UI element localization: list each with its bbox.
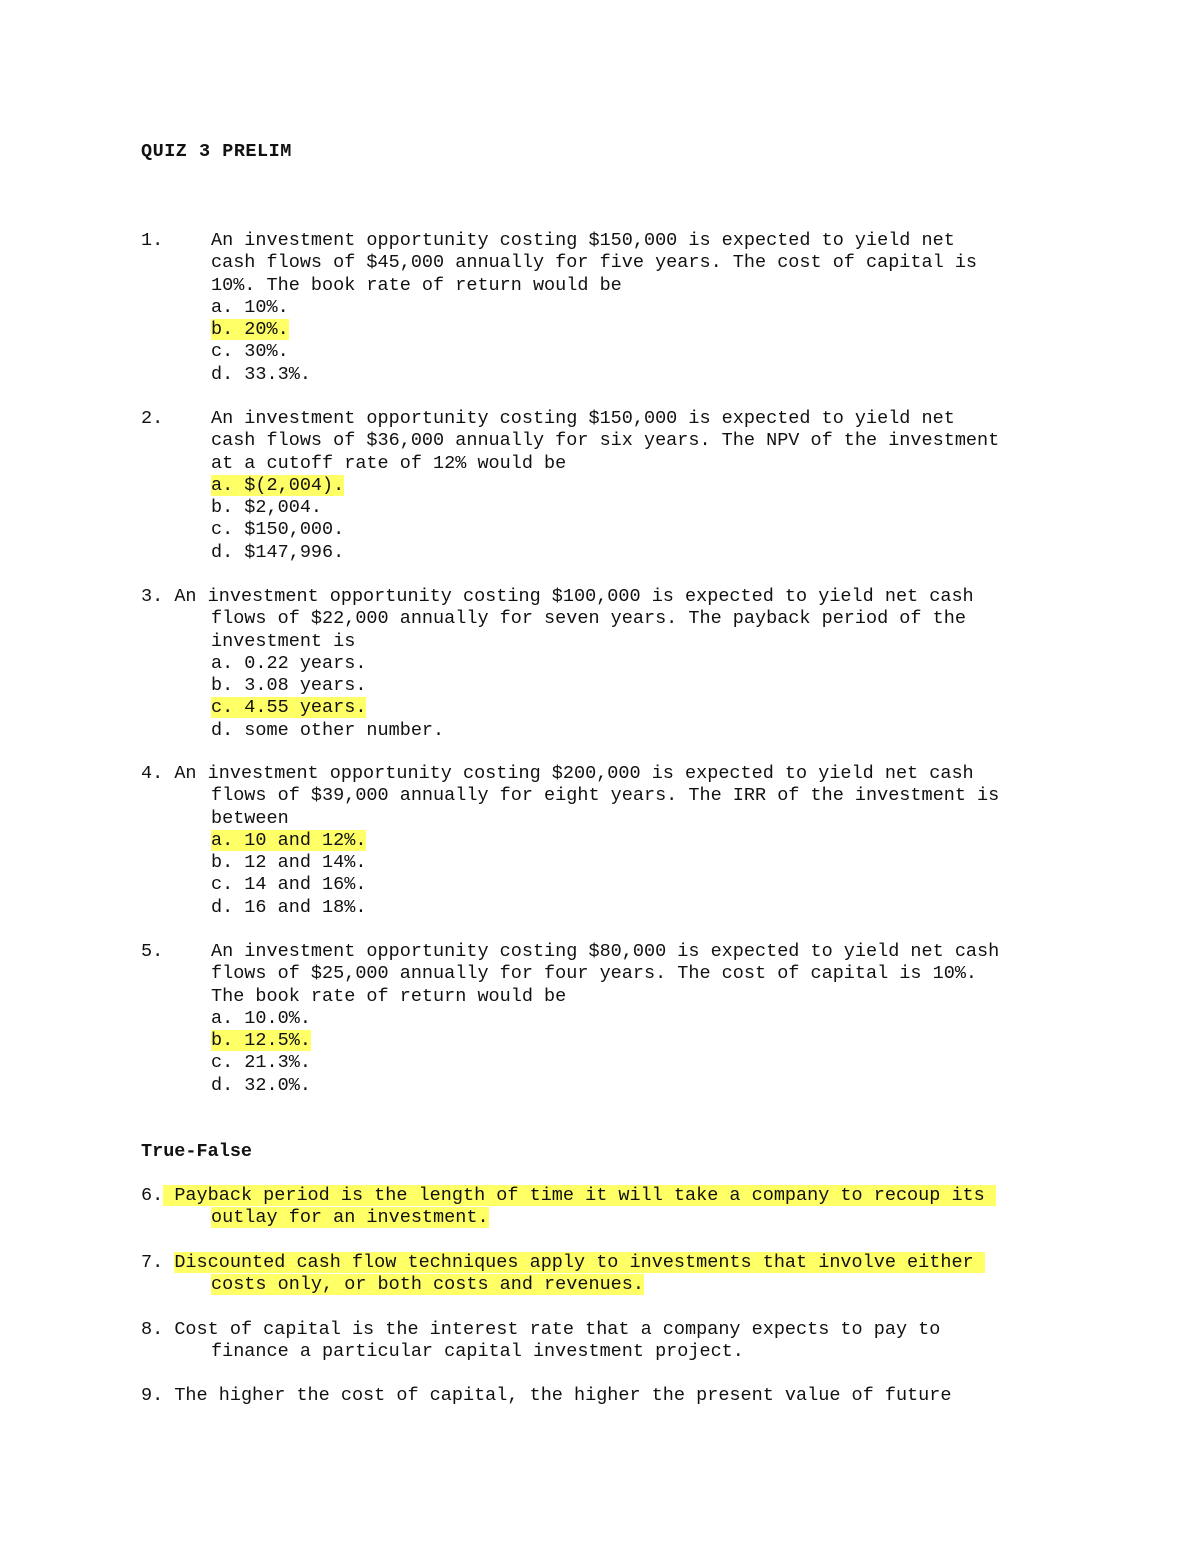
- question-text-line: cash flows of $45,000 annually for five years. The cost of capital is: [211, 252, 978, 274]
- question-5: [141, 941, 1071, 1097]
- statement-text-line: The higher the cost of capital, the higher the present value of future: [174, 1385, 952, 1406]
- question-text-line: investment is: [211, 630, 356, 652]
- choice-c: c. 14 and 16%.: [211, 874, 367, 896]
- question-number: 3.: [141, 586, 164, 607]
- choice-d: d. 16 and 18%.: [211, 896, 367, 918]
- statement-number: 9.: [141, 1385, 164, 1406]
- question-3: [141, 586, 1071, 742]
- question-text-line: An investment opportunity costing $150,000 is expected to yield net: [211, 230, 955, 251]
- question-text-line: An investment opportunity costing $100,000 is expected to yield net cash: [174, 586, 974, 607]
- question-4: [141, 763, 1071, 919]
- quiz-title: QUIZ 3 PRELIM: [141, 141, 292, 162]
- question-number: 2.: [141, 408, 164, 429]
- question-text-line: An investment opportunity costing $200,000 is expected to yield net cash: [174, 763, 974, 784]
- question-number: 5.: [141, 941, 164, 962]
- choice-a: a. 10.0%.: [211, 1007, 311, 1029]
- question-text-line: flows of $22,000 annually for seven years. The payback period of the: [211, 608, 966, 630]
- choice-a: a. 10%.: [211, 296, 289, 318]
- question-text-line: between: [211, 807, 289, 829]
- question-1: [141, 230, 1071, 386]
- true-false-heading: True-False: [141, 1141, 253, 1162]
- choice-b: b. $2,004.: [211, 497, 323, 519]
- question-text-line: An investment opportunity costing $150,000 is expected to yield net: [211, 408, 955, 429]
- choice-a: a. 0.22 years.: [211, 652, 367, 674]
- question-2: [141, 408, 1071, 564]
- choice-b-highlighted: b. 20%.: [211, 319, 289, 341]
- choice-b: b. 3.08 years.: [211, 675, 367, 697]
- question-text-line: The book rate of return would be: [211, 985, 567, 1007]
- choice-c-highlighted: c. 4.55 years.: [211, 697, 367, 719]
- choice-d: d. $147,996.: [211, 541, 345, 563]
- question-text-line: at a cutoff rate of 12% would be: [211, 452, 567, 474]
- statement-text-line: Discounted cash flow techniques apply to investments that involve either: [174, 1252, 974, 1273]
- question-number: 4.: [141, 763, 164, 784]
- choice-d: d. some other number.: [211, 719, 445, 741]
- statement-7: [141, 1252, 1071, 1297]
- statement-text-line: costs only, or both costs and revenues.: [211, 1274, 644, 1296]
- statement-text-line: outlay for an investment.: [211, 1207, 489, 1229]
- statement-8: [141, 1319, 1071, 1364]
- statement-number: 6.: [141, 1185, 164, 1206]
- question-number: 1.: [141, 230, 164, 251]
- choice-b-highlighted: b. 12.5%.: [211, 1030, 311, 1052]
- choice-b: b. 12 and 14%.: [211, 852, 367, 874]
- question-text-line: flows of $25,000 annually for four years. The cost of capital is 10%.: [211, 963, 978, 985]
- choice-c: c. 30%.: [211, 341, 289, 363]
- statement-6: [141, 1185, 1071, 1230]
- choice-a-highlighted: a. $(2,004).: [211, 474, 345, 496]
- question-text-line: An investment opportunity costing $80,000 is expected to yield net cash: [211, 941, 1000, 962]
- question-text-line: flows of $39,000 annually for eight years. The IRR of the investment is: [211, 785, 1000, 807]
- statement-text-line: Payback period is the length of time it will take a company to recoup its: [174, 1185, 985, 1206]
- choice-d: d. 32.0%.: [211, 1074, 311, 1096]
- choice-c: c. $150,000.: [211, 519, 345, 541]
- statement-text-line: Cost of capital is the interest rate that a company expects to pay to: [174, 1319, 941, 1340]
- choice-d: d. 33.3%.: [211, 363, 311, 385]
- statement-number: 8.: [141, 1319, 164, 1340]
- choice-a-highlighted: a. 10 and 12%.: [211, 829, 367, 851]
- statement-text-line: finance a particular capital investment project.: [211, 1341, 744, 1363]
- choice-c: c. 21.3%.: [211, 1052, 311, 1074]
- statement-9: [141, 1385, 1071, 1407]
- statement-number: 7.: [141, 1252, 164, 1273]
- question-text-line: 10%. The book rate of return would be: [211, 274, 622, 296]
- question-text-line: cash flows of $36,000 annually for six years. The NPV of the investment: [211, 430, 1000, 452]
